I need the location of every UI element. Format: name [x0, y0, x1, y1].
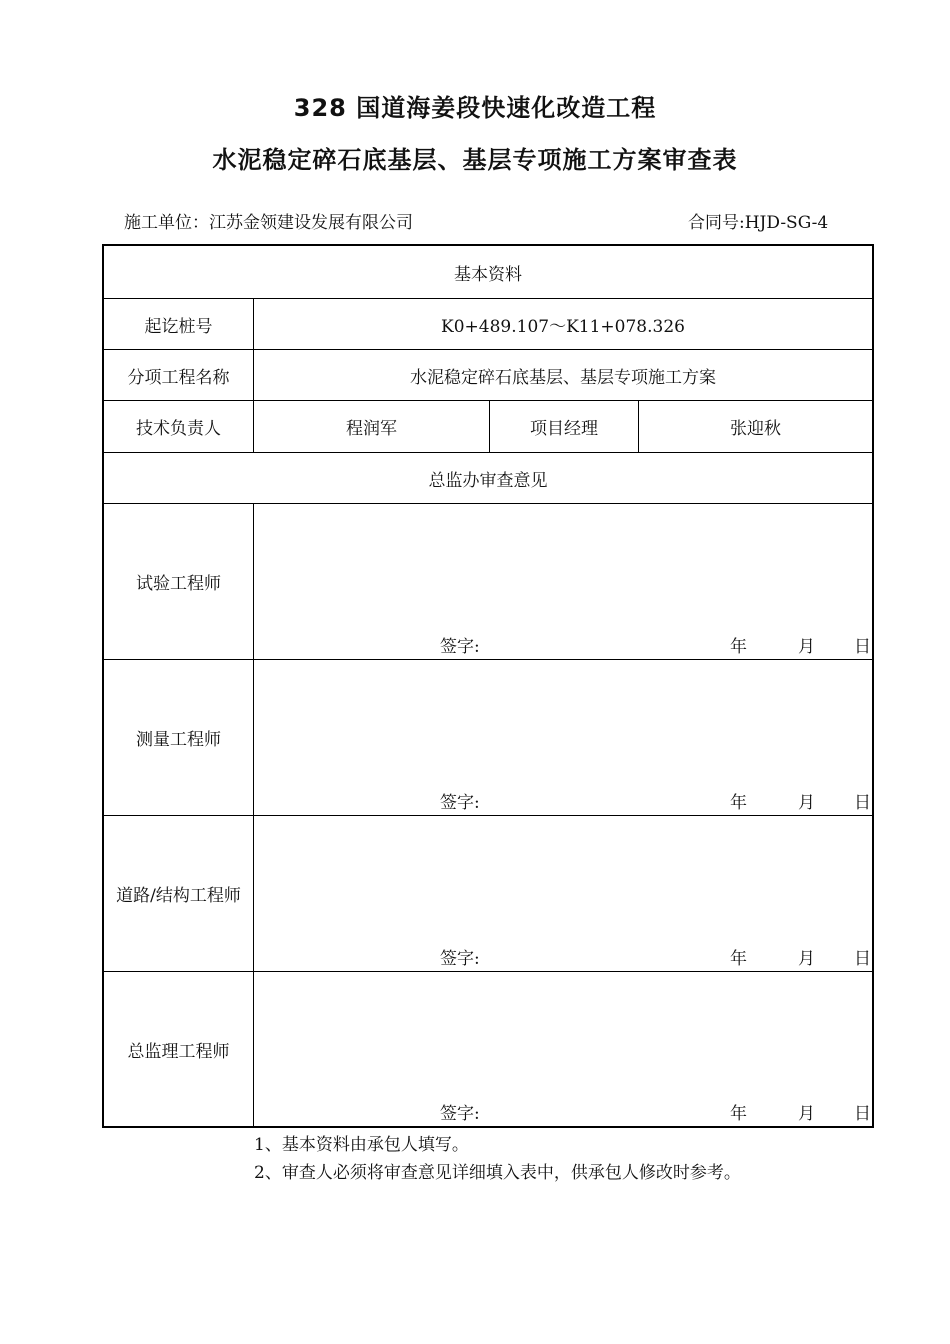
signature-area[interactable]	[254, 504, 872, 659]
reviewer-role: 总监理工程师	[104, 972, 254, 1126]
item-row	[104, 350, 872, 401]
year-label: 年	[730, 949, 747, 969]
project-manager-label: 项目经理	[490, 401, 639, 452]
review-heading-row	[104, 453, 872, 504]
station-label: 起讫桩号	[104, 299, 254, 349]
signature-area[interactable]	[254, 816, 872, 971]
reviewer-role: 试验工程师	[104, 504, 254, 659]
day-label: 日	[854, 1104, 871, 1124]
station-row	[104, 299, 872, 350]
signature-area[interactable]	[254, 660, 872, 815]
sign-label: 签字:	[440, 637, 480, 657]
signature-area[interactable]	[254, 972, 872, 1126]
note-1: 1、基本资料由承包人填写。	[254, 1135, 469, 1155]
reviewer-row	[104, 504, 872, 660]
personnel-row	[104, 401, 872, 453]
basic-info-heading-row	[104, 246, 872, 299]
document-subtitle: 水泥稳定碎石底基层、基层专项施工方案审查表	[212, 146, 738, 174]
reviewer-row	[104, 972, 872, 1126]
review-table	[102, 244, 874, 1128]
year-label: 年	[730, 1104, 747, 1124]
month-label: 月	[798, 637, 815, 657]
basic-info-heading: 基本资料	[454, 264, 522, 285]
sign-label: 签字:	[440, 1104, 480, 1124]
year-label: 年	[730, 793, 747, 813]
month-label: 月	[798, 793, 815, 813]
note-2: 2、审查人必须将审查意见详细填入表中，供承包人修改时参考。	[254, 1163, 741, 1183]
sign-label: 签字:	[440, 949, 480, 969]
review-heading: 总监办审查意见	[428, 470, 548, 491]
year-label: 年	[730, 637, 747, 657]
tech-lead-label: 技术负责人	[104, 401, 254, 452]
reviewer-row	[104, 816, 872, 972]
project-manager-value: 张迎秋	[730, 419, 781, 439]
contract-number: 合同号:HJD-SG-4	[688, 213, 829, 233]
tech-lead-value: 程润军	[254, 401, 490, 452]
reviewer-role: 测量工程师	[104, 660, 254, 815]
sign-label: 签字:	[440, 793, 480, 813]
reviewer-role: 道路/结构工程师	[104, 816, 254, 971]
item-value: 水泥稳定碎石底基层、基层专项施工方案	[410, 367, 716, 388]
day-label: 日	[854, 949, 871, 969]
reviewer-row	[104, 660, 872, 816]
construction-unit: 施工单位：江苏金领建设发展有限公司	[124, 213, 413, 233]
month-label: 月	[798, 1104, 815, 1124]
day-label: 日	[854, 793, 871, 813]
month-label: 月	[798, 949, 815, 969]
document-title: 328 国道海姜段快速化改造工程	[293, 94, 657, 122]
station-value: K0+489.107～K11+078.326	[441, 316, 685, 337]
day-label: 日	[854, 637, 871, 657]
item-label: 分项工程名称	[104, 350, 254, 400]
